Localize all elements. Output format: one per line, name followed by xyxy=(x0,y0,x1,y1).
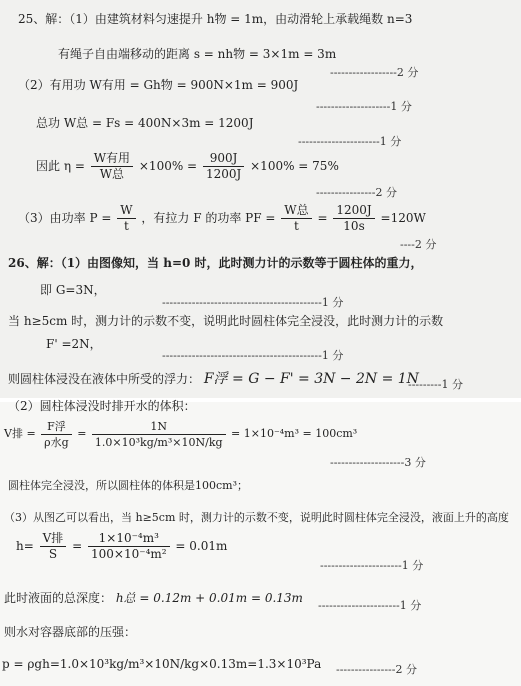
volume-eq: = xyxy=(77,427,87,440)
pf-frac-num: W总 xyxy=(281,203,311,219)
q26-line9: （3）从图乙可以看出，当 h≥5cm 时，测力计的示数不变，说明此时圆柱体完全浸没，液面上升的高度 xyxy=(4,511,509,524)
score-q25-3: ----------------------1 分 xyxy=(298,135,402,148)
height-eq: = xyxy=(72,539,83,553)
score-q26-3: ---------1 分 xyxy=(408,378,463,391)
v-frac-num: F浮 xyxy=(41,419,72,435)
q26-line3: 当 h≥5cm 时，测力计的示数不变，说明此时圆柱体完全浸没，此时测力计的示数 xyxy=(8,314,444,328)
score-q25-5: ----2 分 xyxy=(400,238,437,251)
eta-suffix: ×100% = 75% xyxy=(250,159,339,173)
height-fraction-2 xyxy=(88,531,170,562)
eta2-frac-num: 900J xyxy=(203,151,244,167)
depth-formula: h总 = 0.12m + 0.01m = 0.13m xyxy=(115,591,303,605)
power-fraction xyxy=(117,203,135,234)
eta-mid: ×100% = xyxy=(138,159,198,173)
q26-line5 xyxy=(8,371,419,387)
q26-line2: 即 G=3N， xyxy=(40,283,106,297)
score-q26-7: ----------------2 分 xyxy=(336,663,417,676)
pf2-frac-den: 10s xyxy=(343,219,365,233)
p-frac-den: t xyxy=(123,219,129,233)
q25-line6 xyxy=(18,202,426,234)
power-suffix: =120W xyxy=(380,211,426,225)
bottom-scan-panel xyxy=(0,399,521,686)
q25-line5 xyxy=(36,150,339,182)
height-prefix: h= xyxy=(16,539,34,553)
score-q26-2: -------------------------------------------1 分 xyxy=(162,349,344,362)
volume-prefix: V排 = xyxy=(4,427,36,440)
q25-line3: （2）有用功 W有用 = Gh物 = 900N×1m = 900J xyxy=(18,78,299,92)
h-frac-num: V排 xyxy=(40,531,67,547)
eta-fraction-2 xyxy=(203,151,244,182)
volume-suffix: = 1×10⁻⁴m³ = 100cm³ xyxy=(231,427,358,440)
eta2-frac-den: 1200J xyxy=(205,167,242,181)
q26-line8: 圆柱体完全浸没，所以圆柱体的体积是100cm³； xyxy=(8,479,248,492)
v2-frac-num: 1N xyxy=(92,419,226,435)
score-q26-4: --------------------3 分 xyxy=(330,456,426,469)
score-q25-4: ----------------2 分 xyxy=(316,186,397,199)
q26-line13: p = ρgh=1.0×10³kg/m³×10N/kg×0.13m=1.3×10³Pa xyxy=(2,657,322,671)
p-frac-num: W xyxy=(117,203,135,219)
score-q25-2: --------------------1 分 xyxy=(316,100,412,113)
eta-frac-num: W有用 xyxy=(91,151,133,167)
v2-frac-den: 1.0×10³kg/m³×10N/kg xyxy=(94,435,223,449)
h-frac-den: S xyxy=(48,547,58,561)
eta-frac-den: W总 xyxy=(99,167,125,181)
q26-line12: 则水对容器底部的压强： xyxy=(4,625,137,639)
power-mid: ，有拉力 F 的功率 PF = xyxy=(141,211,276,225)
pf-frac-den: t xyxy=(294,219,299,233)
q25-line2: 有绳子自由端移动的距离 s = nh物 = 3×1m = 3m xyxy=(58,47,337,61)
height-fraction xyxy=(40,531,67,562)
score-q25-1: ------------------2 分 xyxy=(330,66,419,79)
buoyancy-formula: F浮 = G − F' = 3N − 2N = 1N xyxy=(203,371,419,387)
volume-formula xyxy=(4,418,357,450)
power-prefix: （3）由功率 P = xyxy=(18,211,112,225)
q25-line1: 25、解：（1）由建筑材料匀速提升 h物 = 1m，由动滑轮上承载绳数 n=3 xyxy=(18,12,413,26)
score-q26-5: ----------------------1 分 xyxy=(320,559,424,572)
pf2-frac-num: 1200J xyxy=(333,203,374,219)
pf-fraction xyxy=(281,203,311,234)
volume-fraction xyxy=(41,419,72,450)
depth-text: 此时液面的总深度： xyxy=(4,591,113,605)
pf-fraction-2 xyxy=(333,203,374,234)
height-formula xyxy=(16,530,227,562)
score-q26-6: ----------------------1 分 xyxy=(318,599,422,612)
pf-eq: = xyxy=(317,211,328,225)
q26-line11 xyxy=(4,590,303,606)
q26-line6: （2）圆柱体浸没时排开水的体积： xyxy=(8,399,196,413)
q26-line1: 26、解：（1）由图像知，当 h=0 时，此时测力计的示数等于圆柱体的重力， xyxy=(8,256,423,270)
eta-fraction xyxy=(91,151,133,182)
q26-line4: F' =2N， xyxy=(46,337,102,351)
h2-frac-num: 1×10⁻⁴m³ xyxy=(88,531,170,547)
q25-line4: 总功 W总 = Fs = 400N×3m = 1200J xyxy=(36,116,254,130)
score-q26-1: -------------------------------------------1 分 xyxy=(162,296,344,309)
volume-fraction-2 xyxy=(92,419,226,450)
height-suffix: = 0.01m xyxy=(175,539,228,553)
h2-frac-den: 100×10⁻⁴m² xyxy=(91,547,167,561)
buoyancy-text: 则圆柱体浸没在液体中所受的浮力： xyxy=(8,372,201,386)
v-frac-den: ρ水g xyxy=(44,435,69,449)
eta-prefix: 因此 η = xyxy=(36,159,85,173)
